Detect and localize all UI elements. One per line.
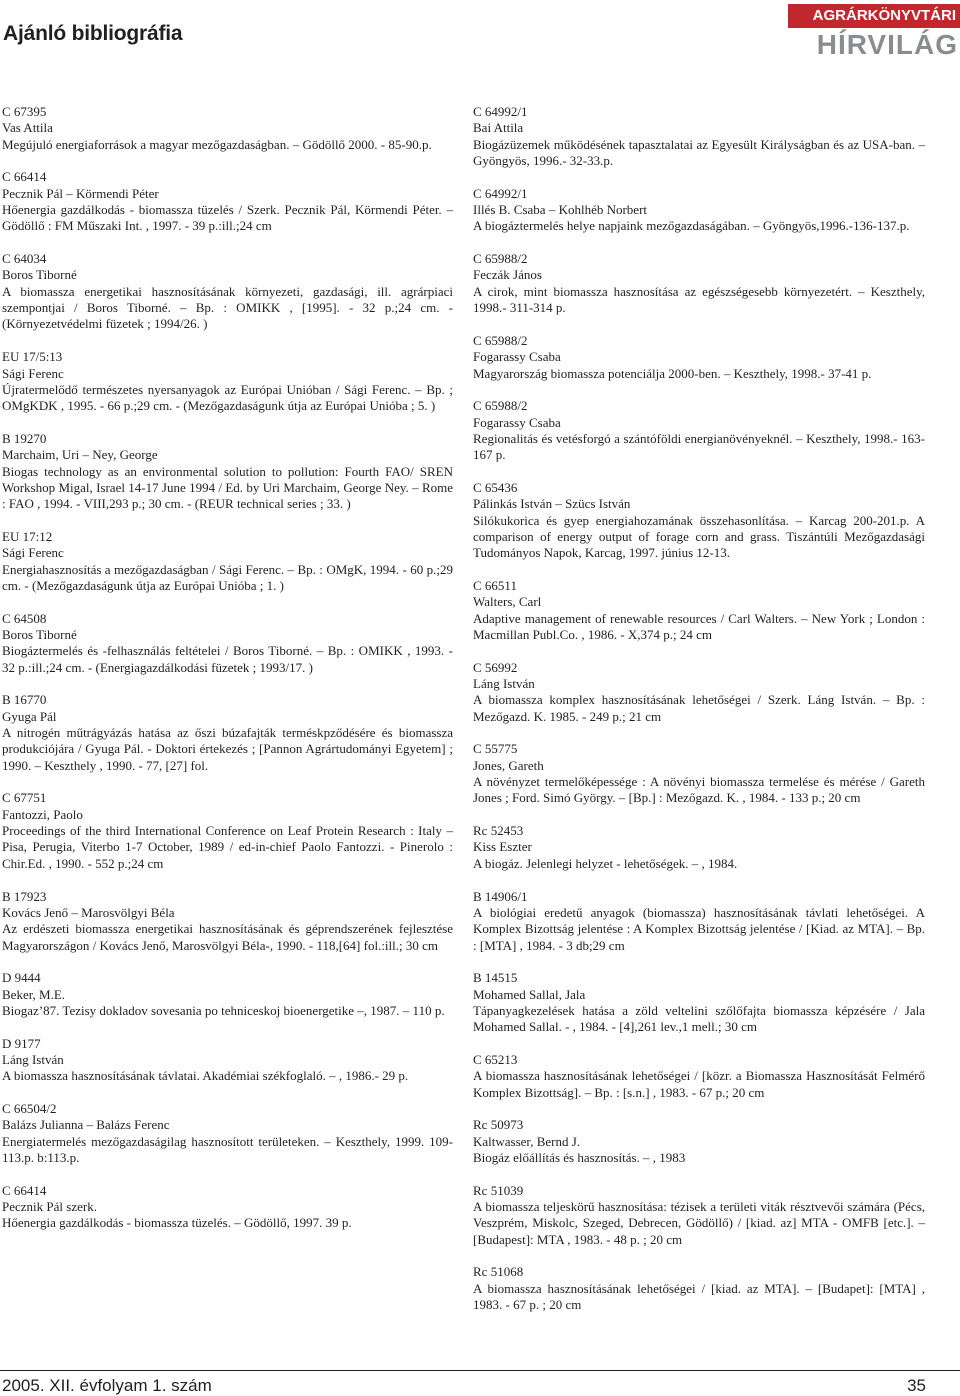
entry-author: Vas Attila (2, 120, 53, 136)
footer-rule (0, 1370, 960, 1371)
entry-call-number: Rc 50973 (473, 1117, 524, 1133)
entry-description: A biogáztermelés helye napjaink mezőgazdaságában. – Gyöngyös,1996.-136-137.p. (473, 218, 910, 234)
bibliography-entry (473, 333, 925, 382)
entry-author: Boros Tiborné (2, 627, 77, 642)
bibliography-entry (473, 186, 925, 235)
entry-call-number: C 67751 (2, 790, 47, 806)
entry-author: Feczák János (473, 267, 542, 283)
entry-call-number: C 66414 (2, 169, 47, 185)
entry-author: Kiss Eszter (473, 839, 532, 855)
bibliography-entry (473, 398, 925, 463)
entry-call-number: D 9444 (2, 970, 41, 986)
entry-description: A biomassza hasznosításának lehetőségei / [közr. a Biomassza Hasznosítását Felmérő Komplex Bizottság]. – Bp. : [s.n.] , 1983. - 67 p.; 20 cm (473, 1068, 925, 1100)
entry-description: A nitrogén műtrágyázás hatása az őszi búzafajták terméskpződésére és biomassza produkciójára / Gyuga Pál. - Doktori értekezés ; [Pannon Agrártudományi Egyetem] ; 1990. – Keszthely , 1990. - 77, [27] fol. (2, 725, 453, 773)
entry-author: Marchaim, Uri – Ney, George (2, 447, 158, 463)
entry-author: Láng István (473, 676, 535, 692)
bibliography-entry (473, 1052, 925, 1101)
entry-author: Bai Attila (473, 120, 524, 136)
entry-call-number: C 65436 (473, 479, 518, 495)
bibliography-entry (2, 1036, 453, 1085)
entry-author: Jones, Gareth (473, 757, 544, 773)
entry-call-number: Rc 51039 (473, 1182, 524, 1198)
entry-call-number: EU 17/5:13 (2, 349, 63, 365)
bibliography-entry (473, 889, 925, 954)
entry-description: Biogázüzemek működésének tapasztalatai az Egyesült Királyságban és az USA-ban. – Gyöngyös, 1996.- 32-33.p. (473, 136, 925, 169)
entry-call-number: C 64992/1 (473, 185, 528, 201)
entry-call-number: C 66511 (473, 577, 517, 593)
bibliography-entry (2, 529, 453, 594)
entry-call-number: B 19270 (2, 430, 47, 446)
entry-author: Láng István (2, 1051, 64, 1067)
bibliography-entry (2, 431, 453, 513)
bibliography-entry (473, 1183, 925, 1248)
entry-description: A biogáz. Jelenlegi helyzet - lehetőségek. – , 1984. (473, 855, 738, 871)
entry-description: A növényzet termelőképessége : A növényi biomassza termelése és mérése / Gareth Jones ; Ford. Simó György. – [Bp.] : Mezőgazd. K. , 1984. - 133 p.; 20 cm (473, 774, 925, 806)
entry-description: A biomassza hasznosításának távlatai. Akadémiai székfoglaló. – , 1986.- 29 p. (2, 1068, 409, 1084)
entry-description: Tápanyagkezelések hatása a zöld veltelini szőlőfajta biomassza képzésére / Jala Mohamed Sallal. - , 1984. - [4],261 lev.,1 mell.; 30 cm (473, 1002, 925, 1035)
entry-author: Walters, Carl (473, 594, 542, 610)
bibliography-entry (473, 823, 925, 872)
bibliography-entry (473, 578, 925, 643)
entry-call-number: C 55775 (473, 741, 518, 757)
entry-description: Biogas technology as an environmental solution to pollution: Fourth FAO/ SREN Workshop Migal, Israel 14-17 June 1994 / Ed. by Uri Marchaim, George Ney. – Rome : FAO , 1994. - VIII,293 p.; 30 cm. - (REUR technical series ; 33. ) (2, 463, 453, 512)
entry-description: Az erdészeti biomassza energetikai hasznosításának és géprendszerének fejlesztése Magyarországon / Kovács Jenő, Marosvölgyi Béla-, 1990. - 118,[64] fol.:ill.; 30 cm (2, 921, 453, 953)
bibliography-entry (473, 104, 925, 169)
entry-author: Beker, M.E. (2, 986, 66, 1002)
entry-description: A biomassza teljeskörű hasznosítása: tézisek a területi viták résztvevői számára (Pécs, Veszprém, Miskolc, Szeged, Debrecen, Gödöllő) / [kiad. az] MTA - OMFB [etc.]. – [Budapest]: MTA , 1983. - 48 p. ; 20 cm (473, 1199, 925, 1247)
logo-top-text: AGRÁRKÖNYVTÁRI (788, 4, 960, 28)
entry-description: Hőenergia gazdálkodás - biomassza tüzelés. – Gödöllő, 1997. 39 p. (2, 1215, 352, 1231)
entry-call-number: EU 17:12 (2, 528, 53, 544)
entry-author: Illés B. Csaba – Kohlhéb Norbert (473, 202, 648, 218)
entry-call-number: C 67395 (2, 104, 47, 119)
journal-logo (788, 4, 960, 66)
entry-call-number: Rc 51068 (473, 1264, 524, 1280)
entry-author: Boros Tiborné (2, 267, 77, 283)
entry-author: Fantozzi, Paolo (2, 806, 83, 822)
entry-description: A biomassza komplex hasznosításának lehetőségei / Szerk. Láng István. – Bp. : Mezőgazd. K. 1985. - 249 p.; 21 cm (473, 692, 925, 724)
entry-call-number: B 16770 (2, 692, 47, 708)
section-title: Ajánló bibliográfia (3, 22, 183, 45)
bibliography-entry (473, 970, 925, 1035)
bibliography-entry (2, 889, 453, 954)
bibliography-entry (2, 169, 453, 234)
entry-description: Magyarország biomassza potenciálja 2000-ben. – Keszthely, 1998.- 37-41 p. (473, 365, 872, 381)
entry-description: Biogaz’87. Tezisy dokladov sovesania po tehniceskoj bioenergetike –, 1987. – 110 p. (2, 1002, 445, 1018)
entry-description: A cirok, mint biomassza hasznosítása az egészségesebb környezetért. – Keszthely, 1998.- 311-314 p. (473, 283, 925, 316)
entry-call-number: D 9177 (2, 1035, 41, 1051)
entry-description: Adaptive management of renewable resources / Carl Walters. – New York ; London : Macmillan Publ.Co. , 1986. - X,374 p.; 24 cm (473, 610, 925, 642)
bibliography-entry (2, 251, 453, 333)
bibliography-entry (473, 660, 925, 725)
entry-call-number: C 65988/2 (473, 251, 528, 267)
entry-description: Energiatermelés mezőgazdaságilag hasznosított területeken. – Keszthely, 1999. 109-113.p. b:113.p. (2, 1133, 453, 1165)
issue-label: 2005. XII. évfolyam 1. szám (2, 1376, 212, 1395)
entry-description: Megújuló energiaforrások a magyar mezőgazdaságban. – Gödöllő 2000. - 85-90.p. (2, 136, 432, 152)
entry-call-number: C 65988/2 (473, 398, 528, 414)
entry-author: Pecznik Pál – Körmendi Péter (2, 185, 159, 201)
entry-description: Regionalitás és vetésforgó a szántóföldi energianövényeknél. – Keszthely, 1998.- 163-167 p. (473, 430, 925, 463)
entry-call-number: C 64034 (2, 251, 47, 267)
entry-call-number: C 66504/2 (2, 1100, 57, 1116)
entry-description: Energiahasznosítás a mezőgazdaságban / Sági Ferenc. – Bp. : OMgK, 1994. - 60 p.;29 cm. - (Mezőgazdaságunk útja az Európai Unióba ; 1. ) (2, 561, 453, 593)
bibliography-entry (473, 251, 925, 316)
bibliography-entry (2, 104, 453, 153)
bibliography-entry (2, 349, 453, 414)
bibliography-entry (473, 1117, 925, 1166)
entry-description: Biogáztermelés és -felhasználás feltételei / Boros Tiborné. – Bp. : OMIKK , 1993. - 32 p.:ill.;24 cm. - (Energiagazdálkodási füzetek ; 1993/17. ) (2, 643, 453, 675)
page-header (0, 0, 960, 70)
entry-description: Újratermelődő természetes nyersanyagok az Európai Unióban / Sági Ferenc. – Bp. ; OMgKDK , 1995. - 66 p.;29 cm. - (Mezőgazdaságunk útja az Európai Unióba ; 5. ) (2, 381, 453, 414)
bibliography-entry (2, 1183, 453, 1232)
entry-author: Mohamed Sallal, Jala (473, 986, 586, 1002)
entry-author: Kaltwasser, Bernd J. (473, 1133, 581, 1149)
right-column (473, 104, 925, 1330)
entry-call-number: C 65988/2 (473, 332, 528, 348)
entry-description: Proceedings of the third International Conference on Leaf Protein Research : Italy – Pisa, Perugia, Viterbo 1-7 October, 1989 / ed-in-chief Paolo Fantozzi. - Pinerolo : Chir.Ed. , 1990. - 552 p.;24 cm (2, 823, 453, 871)
entry-description: Hőenergia gazdálkodás - biomassza tüzelés / Szerk. Pecznik Pál, Körmendi Péter. – Gödöllő : FM Műszaki Int. , 1997. - 39 p.:ill.;24 cm (2, 202, 453, 234)
entry-description: Biogáz előállítás és hasznosítás. – , 1983 (473, 1150, 686, 1165)
bibliography-entry (473, 741, 925, 806)
entry-description: A biológiai eredetű anyagok (biomassza) hasznosításának távlati lehetőségei. A Komplex Bizottság jelentése : A Komplex Bizottság jelentése / [Kiad. az MTA]. – Bp. : [MTA] , 1984. - 3 db;29 cm (473, 904, 925, 953)
bibliography-entry (2, 611, 453, 676)
logo-bottom-text: HÍRVILÁG (788, 28, 960, 62)
bibliography-entry (2, 1101, 453, 1166)
entry-author: Fogarassy Csaba (473, 414, 561, 430)
bibliography-entry (2, 692, 453, 774)
entry-call-number: C 64992/1 (473, 104, 528, 119)
entry-call-number: C 66414 (2, 1182, 47, 1198)
entry-call-number: B 14515 (473, 970, 518, 986)
entry-author: Fogarassy Csaba (473, 349, 561, 365)
page-number: 35 (907, 1376, 926, 1395)
bibliography-entry (473, 1264, 925, 1313)
entry-author: Kovács Jenő – Marosvölgyi Béla (2, 904, 175, 920)
entry-call-number: C 64508 (2, 610, 47, 626)
entry-call-number: Rc 52453 (473, 823, 524, 839)
entry-author: Sági Ferenc (2, 365, 64, 381)
entry-call-number: B 14906/1 (473, 888, 528, 904)
entry-author: Pálinkás István – Szücs István (473, 496, 631, 512)
entry-author: Pecznik Pál szerk. (2, 1199, 97, 1215)
bibliography-entry (2, 970, 453, 1019)
entry-description: A biomassza hasznosításának lehetőségei / [kiad. az MTA]. – [Budapet]: [MTA] , 1983. - 67 p. ; 20 cm (473, 1280, 925, 1313)
entry-description: A biomassza energetikai hasznosításának környezeti, gazdasági, ill. agrárpiaci szempontjai / Boros Tiborné. – Bp. : OMIKK , [1995]. - 32 p.;24 cm. - (Környezetvédelmi füzetek ; 1994/26. ) (2, 283, 453, 332)
entry-description: Silókukorica és gyep energiahozamának összehasonlítása. – Karcag 200-201.p. A comparison of energy output of forage corn and grass. Tiszántúli Mezőgazdasági Tudományos Napok, Karcag, 1997. június 12-13. (473, 512, 925, 561)
bibliography-entry (473, 480, 925, 562)
entry-author: Gyuga Pál (2, 708, 57, 724)
bibliography-entry (2, 790, 453, 872)
entry-author: Sági Ferenc (2, 545, 64, 561)
entry-call-number: B 17923 (2, 888, 47, 904)
left-column (2, 104, 453, 1248)
entry-call-number: C 56992 (473, 659, 518, 675)
entry-call-number: C 65213 (473, 1051, 518, 1067)
entry-author: Balázs Julianna – Balázs Ferenc (2, 1117, 170, 1133)
